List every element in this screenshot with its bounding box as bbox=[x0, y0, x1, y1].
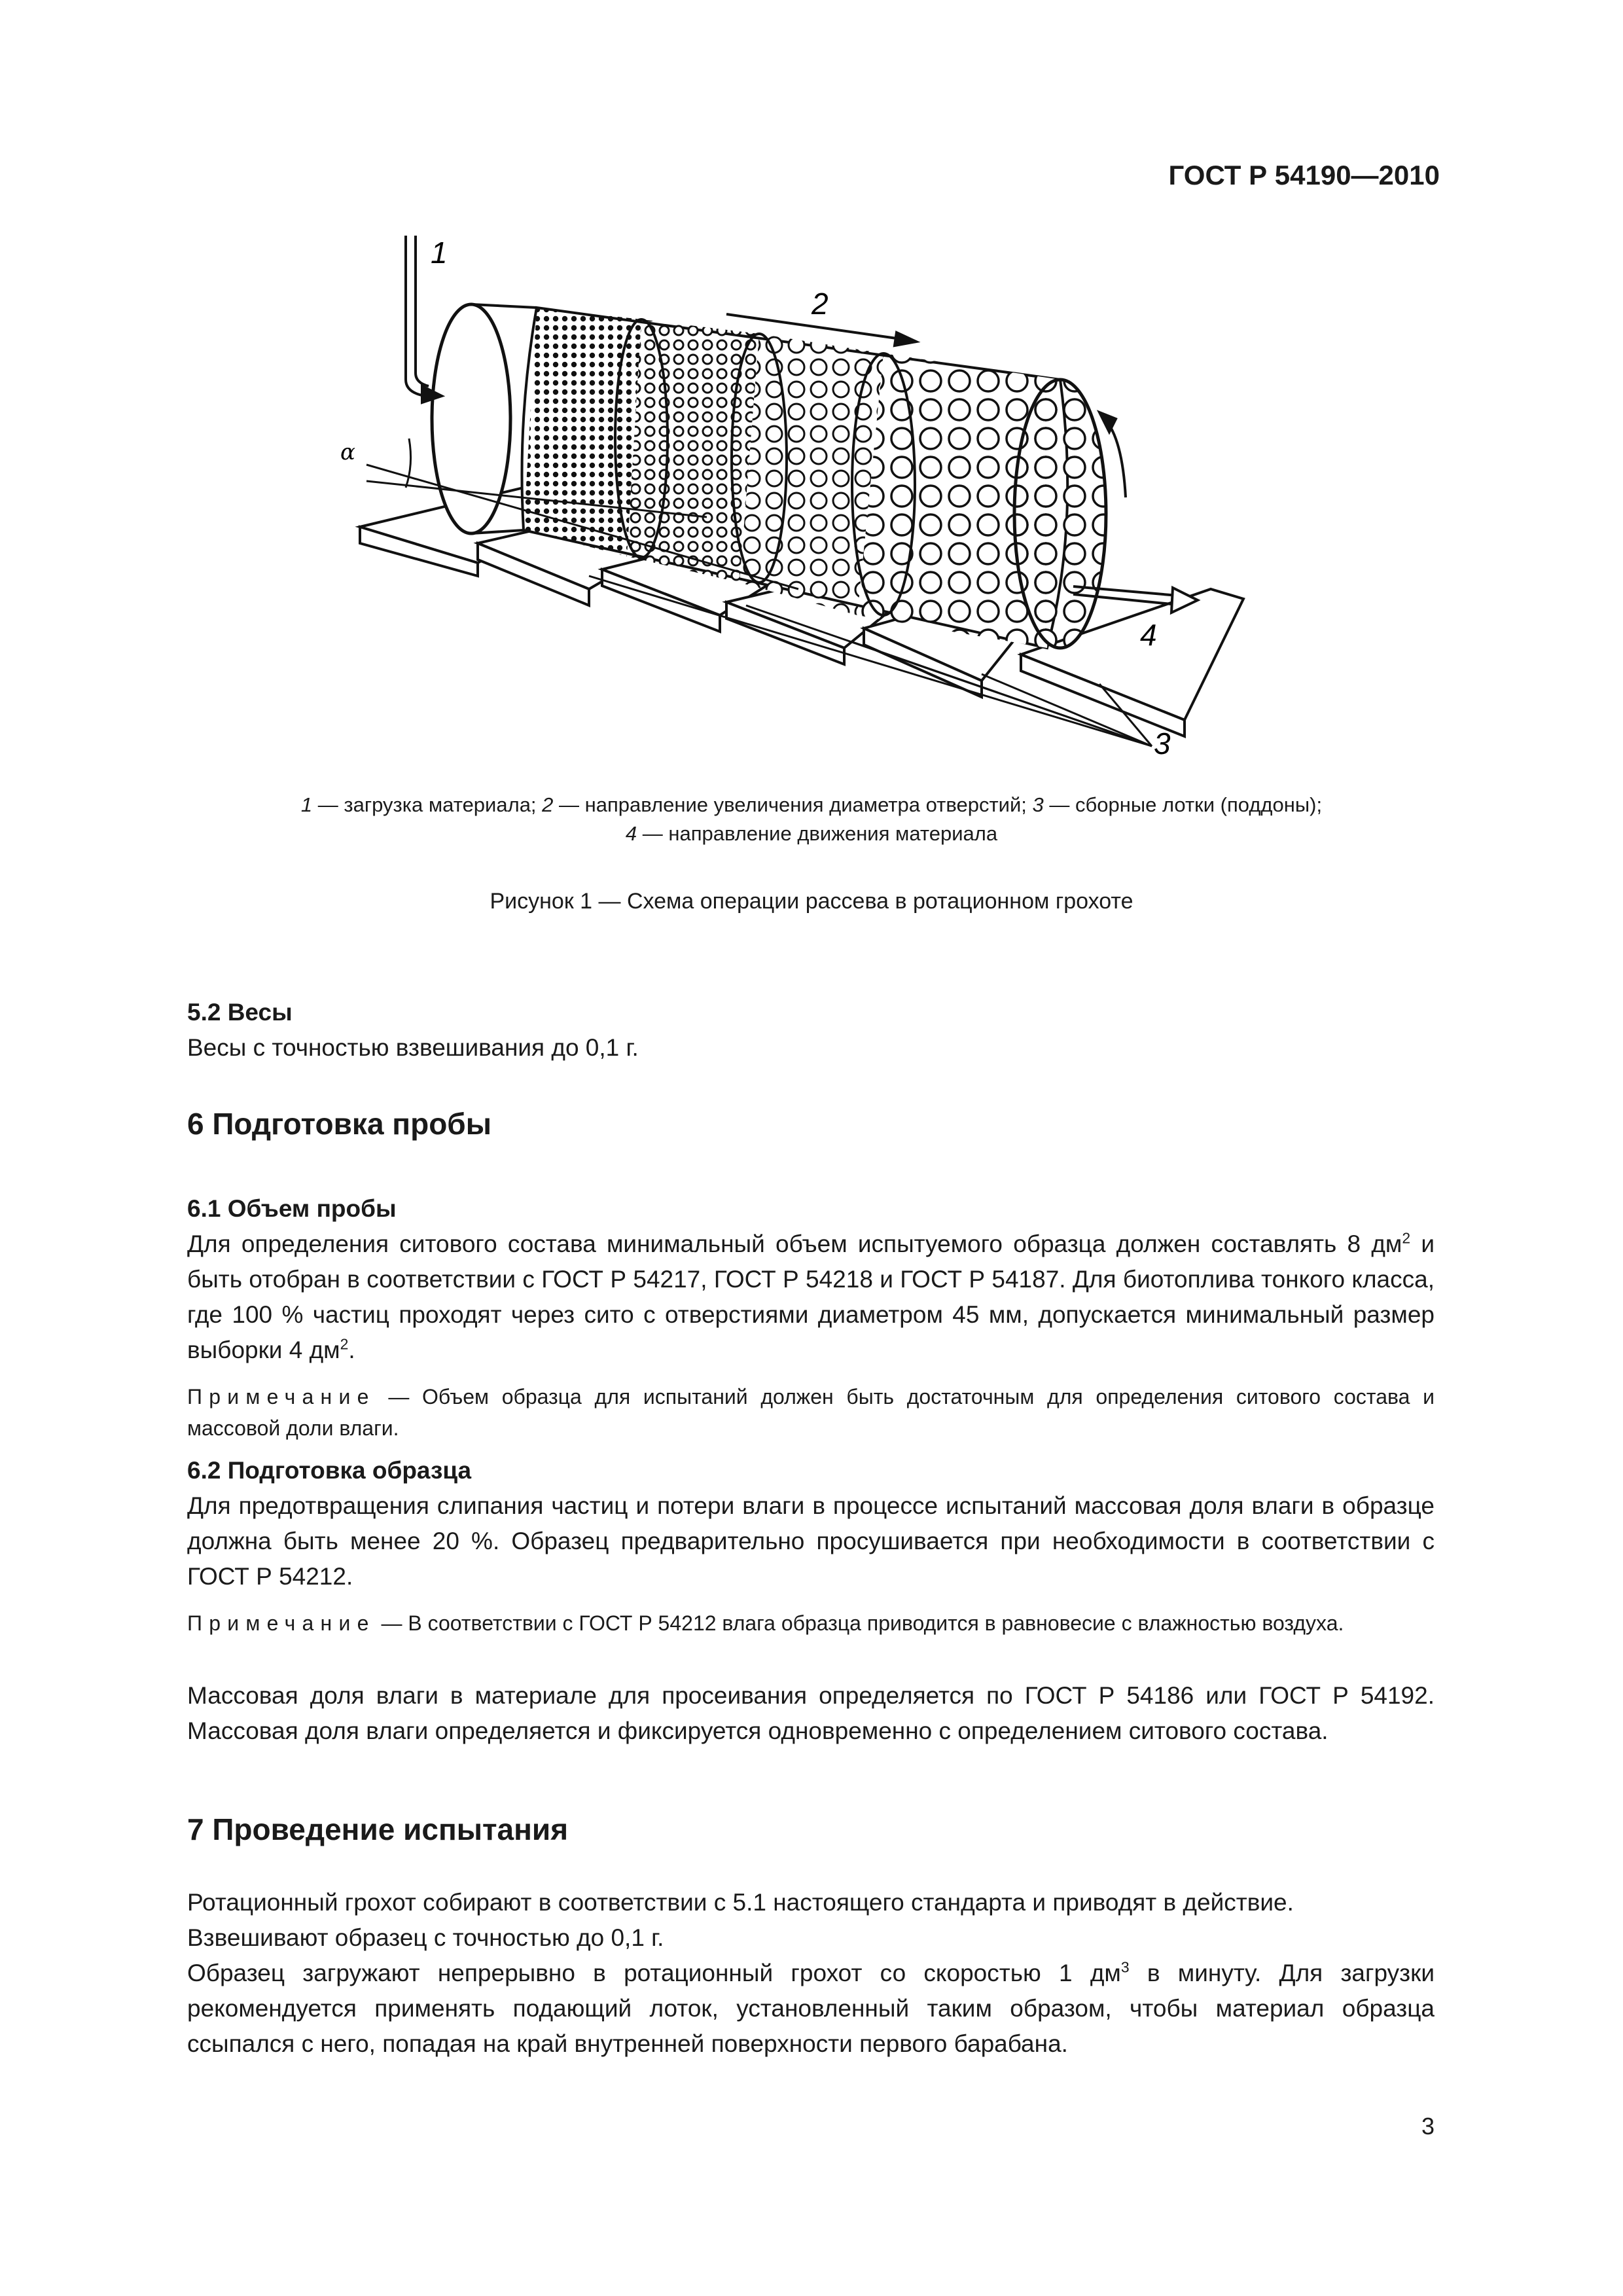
paragraph-7-1: Ротационный грохот собирают в соответствии с 5.1 настоящего стандарта и приводят в действие. bbox=[187, 1889, 1294, 1916]
heading-6-1: 6.1 Объем пробы bbox=[187, 1195, 397, 1222]
paragraph-7-3 bbox=[187, 1956, 1435, 2062]
label-1: 1 bbox=[431, 236, 448, 270]
text: Образец загружают непрерывно в ротационный грохот со скоростью 1 дм bbox=[187, 1960, 1121, 1986]
superscript: 2 bbox=[1402, 1229, 1411, 1247]
page-number: 3 bbox=[1421, 2113, 1435, 2140]
section-5-2 bbox=[187, 995, 1435, 1066]
superscript: 2 bbox=[340, 1335, 349, 1353]
text: Массовая доля влаги в материале для просеивания определяется по ГОСТ Р 54186 или ГОСТ Р 54192. Массовая доля влаги определяется и фиксируется одновременно с определением ситового состава. bbox=[187, 1682, 1435, 1744]
paragraph-5-2: Весы с точностью взвешивания до 0,1 г. bbox=[187, 1034, 639, 1061]
legend-num: 3 bbox=[1032, 793, 1044, 816]
heading-6-2: 6.2 Подготовка образца bbox=[187, 1457, 472, 1484]
paragraph-6-2: Для предотвращения слипания частиц и потери влаги в процессе испытаний массовая доля влаги в образце должна быть менее 20 %. Образец предварительно просушивается при необходимости в соответствии с ГОСТ Р 54212. bbox=[187, 1492, 1435, 1590]
label-4: 4 bbox=[1140, 618, 1157, 652]
legend-line-2 bbox=[0, 819, 1623, 848]
heading-5-2: 5.2 Весы bbox=[187, 999, 293, 1026]
legend-text: — сборные лотки (поддоны); bbox=[1043, 793, 1323, 816]
note-1 bbox=[187, 1381, 1435, 1444]
paragraph-6-1 bbox=[187, 1227, 1435, 1368]
section-6-1 bbox=[187, 1191, 1435, 1368]
heading-6: 6 Подготовка пробы bbox=[187, 1107, 491, 1141]
text: . bbox=[348, 1336, 355, 1363]
section-7-body bbox=[187, 1885, 1435, 2062]
note-text: — В соответствии с ГОСТ Р 54212 влага образца приводится в равновесие с влажностью воздуха. bbox=[375, 1611, 1344, 1635]
document-code: ГОСТ Р 54190—2010 bbox=[1168, 160, 1440, 190]
legend-num: 2 bbox=[542, 793, 554, 816]
legend-num: 4 bbox=[625, 822, 637, 845]
section-6-2 bbox=[187, 1453, 1435, 1594]
legend-line-1 bbox=[0, 791, 1623, 819]
section-7 bbox=[187, 1812, 1435, 1847]
superscript: 3 bbox=[1120, 1958, 1130, 1976]
paragraph-moisture bbox=[187, 1678, 1435, 1749]
text: Для определения ситового состава минимальный объем испытуемого образца должен составлять 8 дм bbox=[187, 1230, 1402, 1257]
note-text: — Объем образца для испытаний должен быть достаточным для определения ситового состава и массовой доли влаги. bbox=[187, 1385, 1435, 1440]
alpha-label: α bbox=[340, 439, 355, 465]
paragraph-7-2: Взвешивают образец с точностью до 0,1 г. bbox=[187, 1924, 664, 1951]
rotary-screen-diagram bbox=[340, 223, 1283, 779]
figure-title: Рисунок 1 — Схема операции рассева в ротационном грохоте bbox=[490, 889, 1133, 914]
text: и быть отобран в соответствии с ГОСТ Р 54217, ГОСТ Р 54218 и ГОСТ Р 54187. Для биотоплива тонкого класса, где 100 % частиц проходят через сито с отверстиями диаметром 45 мм, допускается минимальный размер выборки 4 дм bbox=[187, 1230, 1435, 1363]
label-3: 3 bbox=[1154, 726, 1171, 761]
legend-text: — направление увеличения диаметра отверстий; bbox=[553, 793, 1033, 816]
note-2 bbox=[187, 1607, 1435, 1639]
legend-num: 1 bbox=[300, 793, 313, 816]
section-6 bbox=[187, 1106, 1435, 1141]
figure-legend bbox=[0, 791, 1623, 848]
label-2: 2 bbox=[812, 287, 829, 321]
text: в минуту. Для загрузки рекомендуется применять подающий лоток, установленный таким образом, чтобы материал образца ссыпался с него, попадая на край внутренней поверхности первого барабана. bbox=[187, 1960, 1435, 2057]
heading-7: 7 Проведение испытания bbox=[187, 1812, 569, 1846]
legend-text: — направление движения материала bbox=[637, 822, 998, 845]
note-label: Примечание bbox=[187, 1385, 376, 1408]
legend-text: — загрузка материала; bbox=[312, 793, 543, 816]
note-label: Примечание bbox=[187, 1611, 376, 1635]
